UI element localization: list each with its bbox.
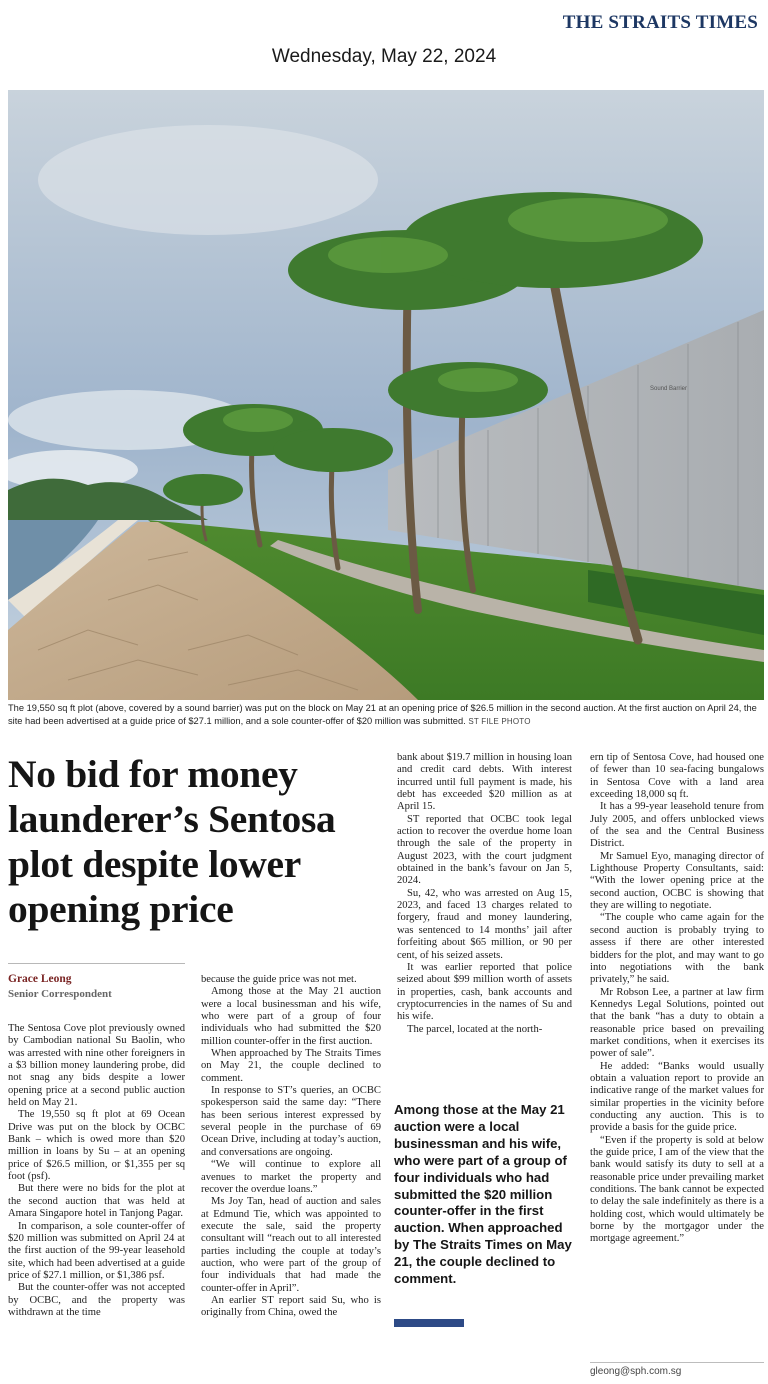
column-1 bbox=[8, 1023, 185, 1319]
paragraph: “The couple who came again for the second auction is probably trying to assess if there are other interested bidders for the plot, and may want to go into negotiations with the bank privately,” he said. bbox=[590, 912, 764, 986]
lead-photo bbox=[8, 90, 764, 700]
paragraph: The Sentosa Cove plot previously owned by Cambodian national Su Baolin, who was arrested with nine other foreigners in a $3 billion money laundering probe, did not snag any bids despite a lower opening price at a second public auction held on May 21. bbox=[8, 1023, 185, 1109]
paragraph: Among those at the May 21 auction were a local businessman and his wife, who were part of a group of four individuals who had submitted the $20 million counter-offer in the first auction. bbox=[201, 986, 381, 1047]
paragraph: ST reported that OCBC took legal action to recover the overdue home loan through the sale of the property in August 2023, with the court judgment obtained in the bank’s favour on Jan 5, 2024. bbox=[397, 813, 572, 887]
headline: No bid for money launderer’s Sentosa plot despite lower opening price bbox=[8, 752, 336, 931]
publication-date: Wednesday, May 22, 2024 bbox=[271, 46, 497, 67]
photo-credit: ST FILE PHOTO bbox=[468, 717, 531, 726]
byline-divider bbox=[8, 963, 185, 964]
paragraph: ern tip of Sentosa Cove, had housed one of fewer than 10 sea-facing bungalows in Sentosa Cove with a land area exceeding 18,000 sq ft. bbox=[590, 752, 764, 801]
paragraph: The parcel, located at the north- bbox=[407, 1023, 543, 1035]
paragraph: Su, 42, who was arrested on Aug 15, 2023, and faced 13 charges related to forgery, fraud and money laundering, was sentenced to 14 months’ jail after forfeiting about $65 million, or 90 per cent, of his seized assets. bbox=[397, 887, 572, 961]
pull-quote: Among those at the May 21 auction were a local businessman and his wife, who were part of a group of four individuals who had submitted the $20 million counter-offer in the first auction. When approached by The Straits Times on May 21, the couple declined to comment. bbox=[394, 1102, 572, 1287]
paragraph: But the counter-offer was not accepted by OCBC, and the property was withdrawn at the time bbox=[8, 1282, 185, 1318]
byline bbox=[8, 972, 112, 1002]
paragraph: The 19,550 sq ft plot at 69 Ocean Drive was put on the block by OCBC Bank – which is owed more than $20 million in loans by Su – at an opening price of $26.5 million, or $1,355 per sq foot (psf). bbox=[8, 1109, 185, 1183]
author-email: gleong@sph.com.sg bbox=[590, 1366, 682, 1377]
signoff-divider bbox=[590, 1362, 764, 1363]
paragraph: It has a 99-year leasehold tenure from July 2005, and offers unblocked views of the sea and the Central Business District. bbox=[590, 801, 764, 850]
column-2 bbox=[201, 974, 381, 1320]
paragraph: Mr Samuel Eyo, managing director of Lighthouse Property Consultants, said: “With the lower opening price at the second auction, OCBC is showing that they are willing to negotiate. bbox=[590, 850, 764, 912]
paragraph: In comparison, a sole counter-offer of $20 million was submitted on April 24 at the first auction of the 99-year leasehold site, which had been advertised at a guide price of $27.1 million, or $1,386 psf. bbox=[8, 1220, 185, 1281]
author-name: Grace Leong bbox=[8, 973, 72, 985]
pull-quote-accent-bar bbox=[394, 1319, 464, 1327]
paragraph: It was earlier reported that police seized about $99 million worth of assets in properties, cash, bank accounts and cryptocurrencies in the names of Su and his wife. bbox=[397, 961, 572, 1023]
paragraph: An earlier ST report said Su, who is originally from China, owed the bbox=[201, 1294, 381, 1319]
caption-text: The 19,550 sq ft plot (above, covered by a sound barrier) was put on the block on May 21 at an opening price of $26.5 million in the second auction. At the first auction on April 24, the site had been advertised at a guide price of $27.1 million, and a sole counter-offer of $20 million was submitted. bbox=[8, 703, 757, 726]
author-role: Senior Correspondent bbox=[8, 988, 112, 1000]
paragraph: “We will continue to explore all avenues to market the property and recover the overdue loans.” bbox=[201, 1159, 381, 1195]
paragraph: Mr Robson Lee, a partner at law firm Kennedys Legal Solutions, pointed out that the bank “has a duty to obtain a reasonable price based on prevailing market conditions, when it exercises its power of sale”. bbox=[590, 986, 764, 1060]
paragraph: Ms Joy Tan, head of auction and sales at Edmund Tie, which was appointed to execute the sale, said the property consultant will “reach out to all interested parties including the couple at today’s auction, who were part of the group of four individuals that had made the counter-offer in April”. bbox=[201, 1196, 381, 1294]
paragraph: When approached by The Straits Times on May 21, the couple declined to comment. bbox=[201, 1048, 381, 1084]
paragraph: He added: “Banks would usually obtain a valuation report to provide an indicative range of the market values for similar properties in the vicinity before conducting any auction. This is to provide a basis for the guide price. bbox=[590, 1060, 764, 1134]
column-3 bbox=[397, 752, 572, 1036]
paragraph: bank about $19.7 million in housing loan and credit card debts. With interest incurred until full payment is made, his debt has exceeded $20 million as at April 15. bbox=[397, 752, 572, 813]
masthead: THE STRAITS TIMES bbox=[562, 12, 758, 33]
photo-caption bbox=[8, 702, 760, 728]
paragraph: “Even if the property is sold at below the guide price, I am of the view that the bank would satisfy its duty to sell at a reasonable price under prevailing market conditions. The bank cannot be expected to delay the sale indefinitely as there is a holding cost, which would ultimately be borne by the mortgagor under the mortgage agreement.” bbox=[590, 1134, 764, 1245]
barrier-sign: Sound Barrier bbox=[650, 386, 688, 392]
paragraph: In response to ST’s queries, an OCBC spokesperson said the same day: “There has been serious interest expressed by several people in the purchase of 69 Ocean Drive, including at today’s auction, and conversations are ongoing. bbox=[201, 1085, 381, 1158]
column-4 bbox=[590, 752, 764, 1246]
paragraph: But there were no bids for the plot at the second auction that was held at Amara Singapore hotel in Tanjong Pagar. bbox=[8, 1183, 185, 1220]
paragraph: because the guide price was not met. bbox=[201, 974, 357, 985]
